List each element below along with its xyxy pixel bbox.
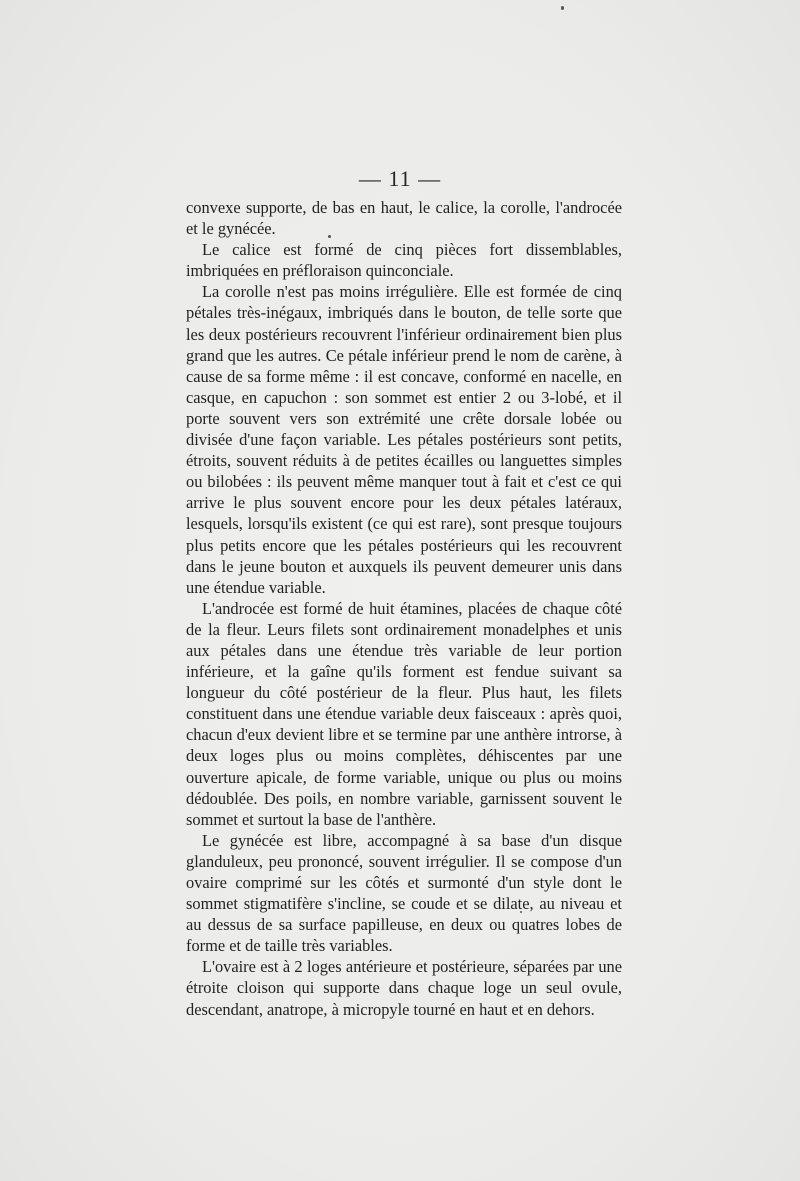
body-text <box>186 197 622 1020</box>
paragraph-gynecee: Le gynécée est libre, accompagné à sa base d'un disque glanduleux, peu prononcé, souvent irrégulier. Il se compose d'un ovaire comprimé sur les côtés et surmonté d'un style dont le sommet stigmatifère s'incline, se coude et se dilate, au niveau et au dessus de sa surface papilleuse, en deux ou quatres lobes de forme et de taille très variables. <box>186 830 622 956</box>
paragraph-corolle: La corolle n'est pas moins irrégulière. Elle est formée de cinq pétales très-inégaux, imbriqués dans le bouton, de telle sorte que les deux postérieurs recouvrent l'inférieur ordinairement bien plus grand que les autres. Ce pétale inférieur prend le nom de carène, à cause de sa forme même : il est concave, conformé en nacelle, en casque, en capuchon : son sommet est entier 2 ou 3-lobé, et il porte souvent vers son extrémité une crête dorsale lobée ou divisée d'une façon variable. Les pétales postérieurs sont petits, étroits, souvent réduits à de petites écailles ou languettes simples ou bilobées : ils peuvent même manquer tout à fait et c'est ce qui arrive le plus souvent encore pour les deux pétales latéraux, lesquels, lorsqu'ils existent (ce qui est rare), sont presque toujours plus petits encore que les pétales postérieurs qui les recouvrent dans le jeune bouton et auxquels ils peuvent demeurer unis dans une étendue variable. <box>186 282 622 597</box>
paragraph-calice: Le calice est formé de cinq pièces fort dissemblables, imbriquées en préfloraison quinconciale. <box>186 240 622 281</box>
page-number: — 11 — <box>358 166 442 191</box>
paragraph-ovaire: L'ovaire est à 2 loges antérieure et postérieure, séparées par une étroite cloison qui supporte dans chaque loge un seul ovule, descendant, anatrope, à micropyle tourné en haut et en dehors. <box>186 957 622 1019</box>
paragraph-continuation: convexe supporte, de bas en haut, le calice, la corolle, l'androcée et le gynécée. <box>186 198 622 239</box>
ink-speck <box>561 6 564 10</box>
paragraph-androcee: L'androcée est formé de huit étamines, placées de chaque côté de la fleur. Leurs filets sont ordinairement monadelphes et unis aux pétales dans une étendue très variable de leur portion inférieure, et la gaîne qu'ils forment est fendue suivant sa longueur du côté postérieur de la fleur. Plus haut, les filets constituent dans une étendue variable deux faisceaux : après quoi, chacun d'eux devient libre et se termine par une anthère introrse, à deux loges plus ou moins complètes, déhiscentes par une ouverture apicale, de forme variable, unique ou plus ou moins dédoublée. Des poils, en nombre variable, garnissent souvent le sommet et surtout la base de l'anthère. <box>186 598 622 829</box>
